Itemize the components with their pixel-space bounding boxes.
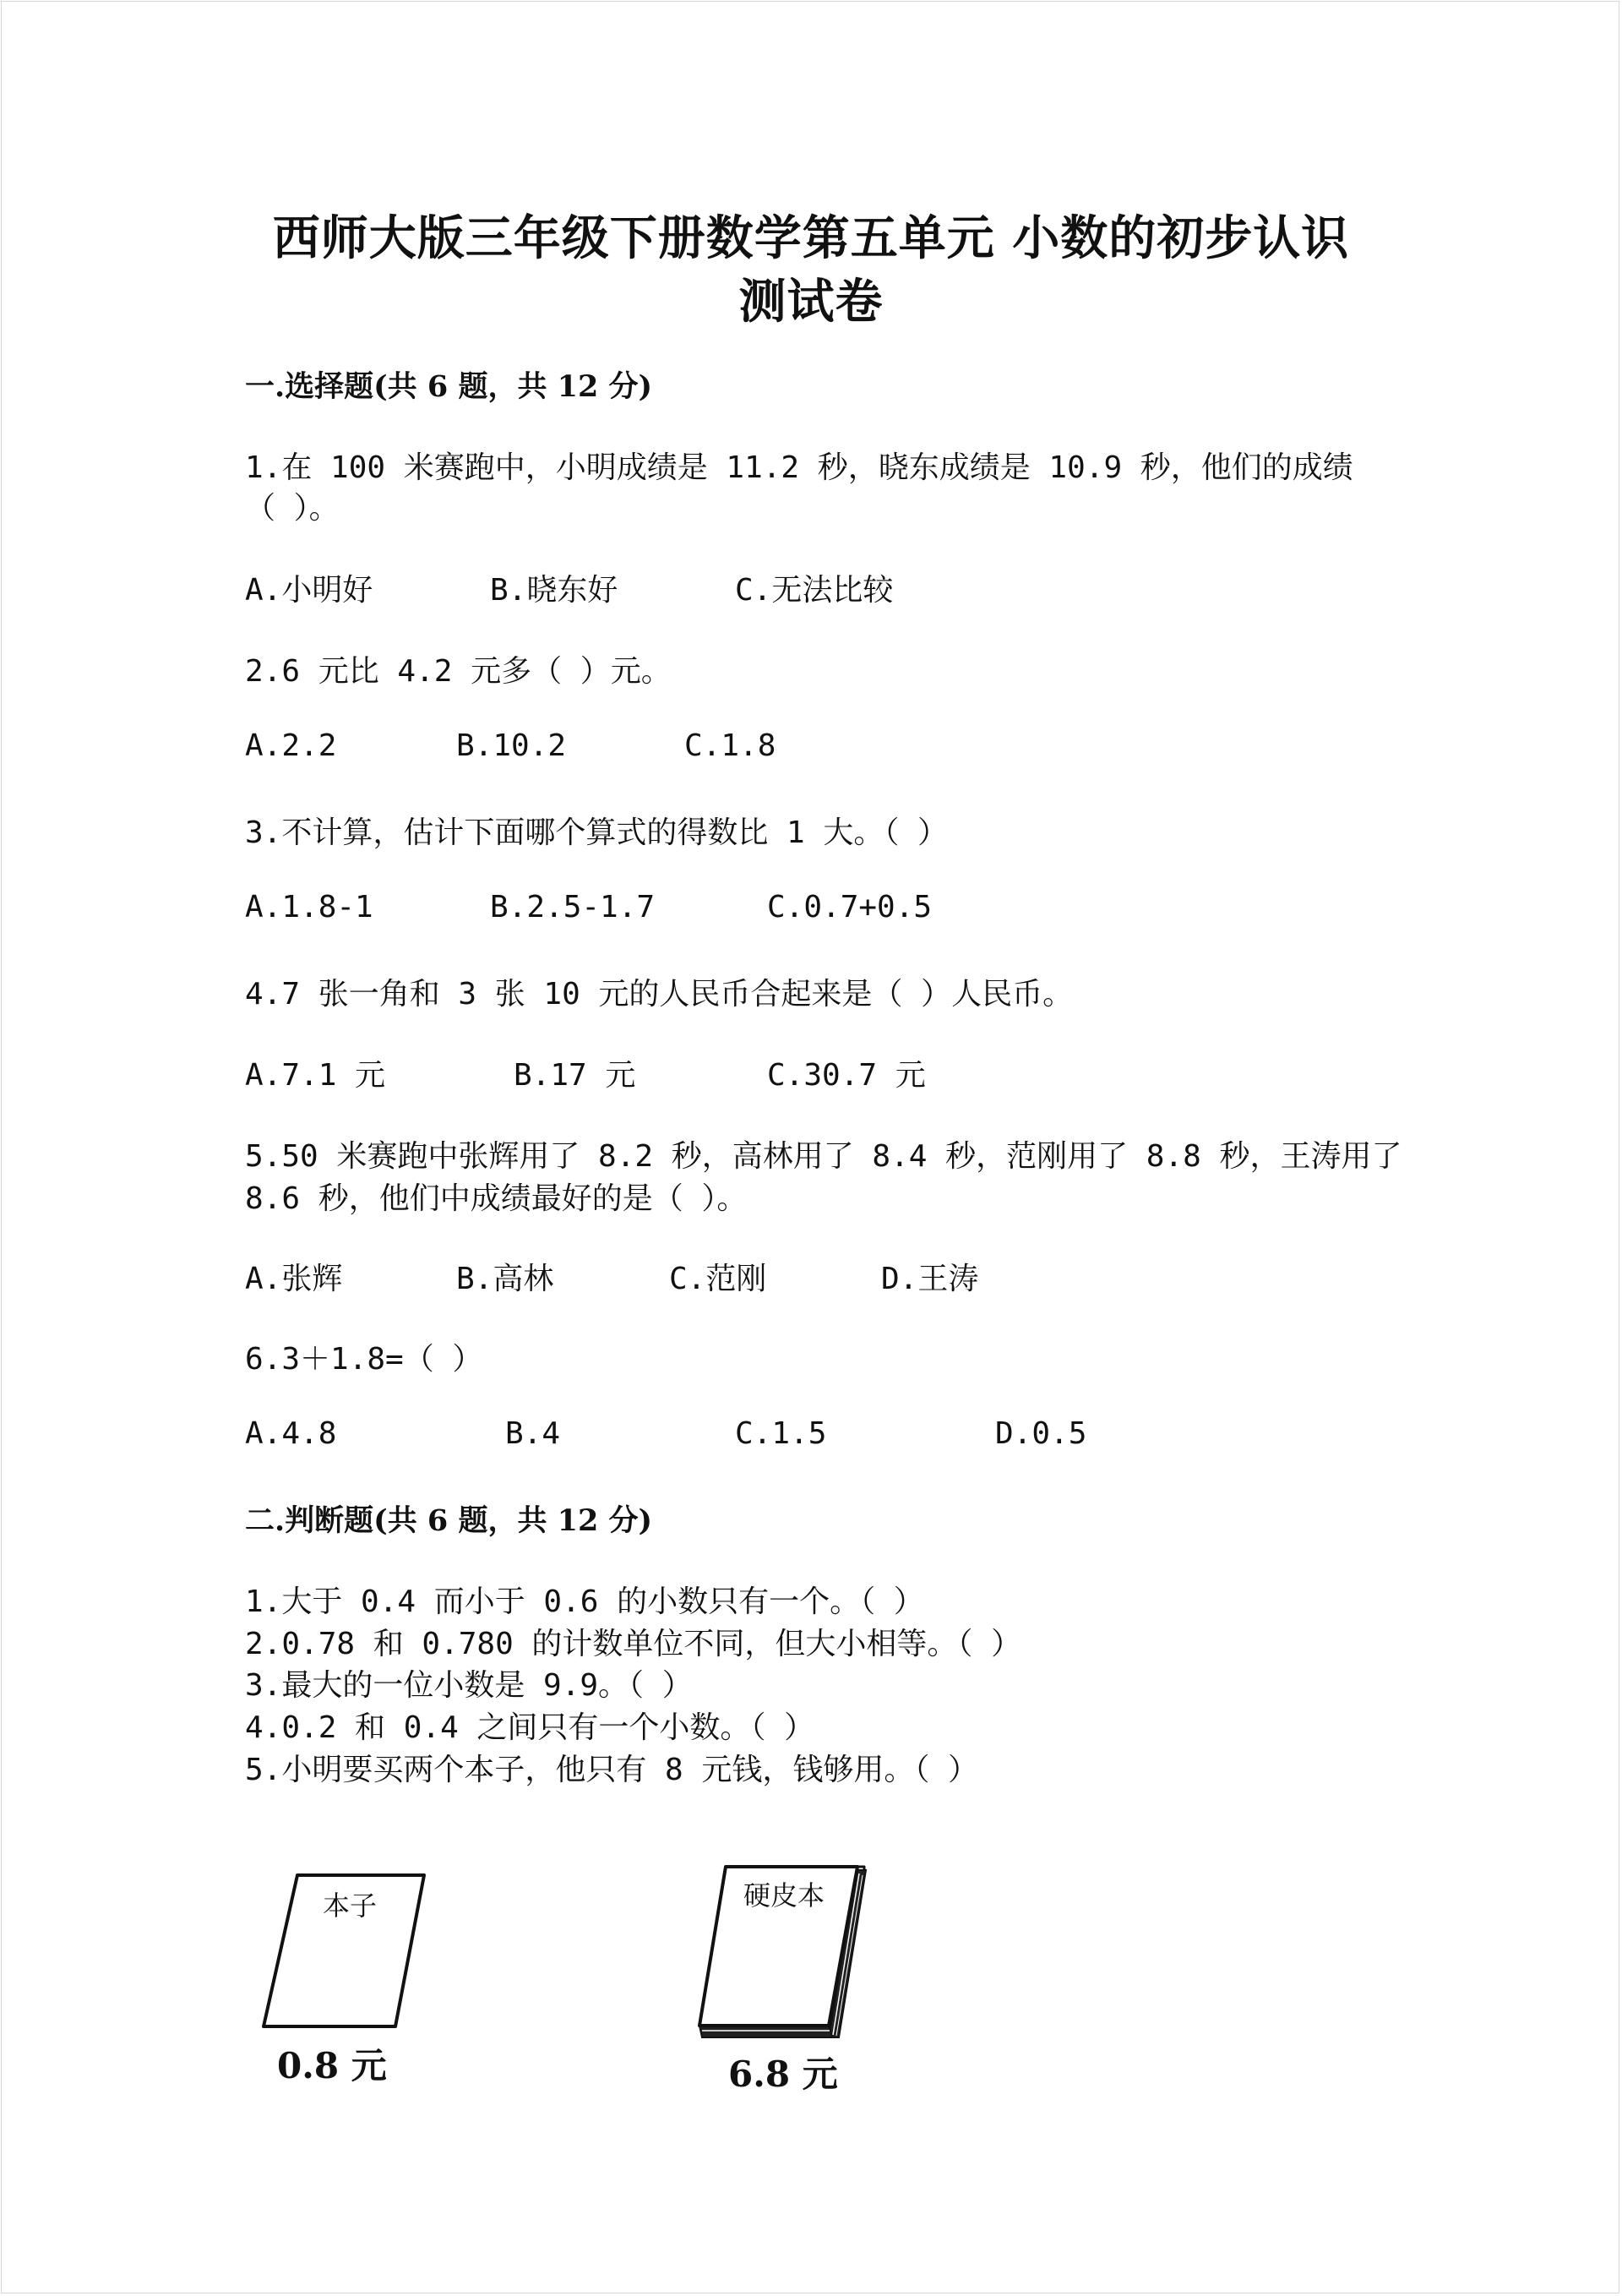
question-6-option-c: C.1.5 <box>735 1416 827 1451</box>
judgement-item-1: 1.大于 0.4 而小于 0.6 的小数只有一个。（ ） <box>245 1584 924 1619</box>
section-heading-judgement: 二.判断题(共 6 题，共 12 分) <box>245 1503 653 1538</box>
judgement-item-2: 2.0.78 和 0.780 的计数单位不同，但大小相等。（ ） <box>245 1627 1022 1661</box>
question-4-option-a: A.7.1 元 <box>245 1058 386 1093</box>
question-4-line-1: 4.7 张一角和 3 张 10 元的人民币合起来是（ ）人民币。 <box>245 977 1074 1012</box>
question-1-option-a: A.小明好 <box>245 573 373 608</box>
question-2-option-a: A.2.2 <box>245 728 337 763</box>
question-4-option-b: B.17 元 <box>514 1058 636 1093</box>
question-3-line-1: 3.不计算，估计下面哪个算式的得数比 1 大。（ ） <box>245 815 949 850</box>
question-6-option-a: A.4.8 <box>245 1416 337 1451</box>
question-5-line-1: 5.50 米赛跑中张辉用了 8.2 秒，高林用了 8.4 秒，范刚用了 8.8 秒，王涛用了 <box>245 1139 1402 1174</box>
question-2-line-1: 2.6 元比 4.2 元多（ ）元。 <box>245 654 672 689</box>
question-6-line-1: 6.3＋1.8=（ ） <box>245 1342 483 1377</box>
question-5-option-b: B.高林 <box>456 1262 554 1296</box>
judgement-item-4: 4.0.2 和 0.4 之间只有一个小数。（ ） <box>245 1710 815 1745</box>
section-heading-choice: 一.选择题(共 6 题，共 12 分) <box>245 369 653 404</box>
question-5-option-a: A.张辉 <box>245 1262 343 1296</box>
question-3-option-a: A.1.8-1 <box>245 890 373 924</box>
judgement-item-5: 5.小明要买两个本子，他只有 8 元钱，钱够用。（ ） <box>245 1753 979 1787</box>
question-1-option-c: C.无法比较 <box>735 573 894 608</box>
page-title-line1: 西师大版三年级下册数学第五单元 小数的初步认识 <box>272 210 1350 266</box>
question-5-option-c: C.范刚 <box>669 1262 767 1296</box>
question-5-line-2: 8.6 秒，他们中成绩最好的是（ ）。 <box>245 1181 748 1216</box>
question-3-option-b: B.2.5-1.7 <box>490 890 656 924</box>
question-4-option-c: C.30.7 元 <box>767 1058 926 1093</box>
question-3-option-c: C.0.7+0.5 <box>767 890 933 924</box>
question-1-line-1: 1.在 100 米赛跑中，小明成绩是 11.2 秒，晓东成绩是 10.9 秒，他们的成绩 <box>245 450 1353 485</box>
judgement-item-3: 3.最大的一位小数是 9.9。（ ） <box>245 1668 693 1703</box>
question-1-option-b: B.晓东好 <box>490 573 618 608</box>
question-5-option-d: D.王涛 <box>881 1262 979 1296</box>
question-6-option-b: B.4 <box>505 1416 561 1451</box>
notebook-label: 本子 <box>323 1890 378 1922</box>
notebook-price: 0.8 元 <box>277 2045 387 2086</box>
page-title-line2: 测试卷 <box>738 274 884 330</box>
question-6-option-d: D.0.5 <box>995 1416 1087 1451</box>
hardcover-price: 6.8 元 <box>728 2053 838 2095</box>
question-2-option-c: C.1.8 <box>684 728 776 763</box>
hardcover-label: 硬皮本 <box>743 1879 825 1912</box>
question-1-line-2: （ ）。 <box>245 491 340 526</box>
question-2-option-b: B.10.2 <box>456 728 567 763</box>
